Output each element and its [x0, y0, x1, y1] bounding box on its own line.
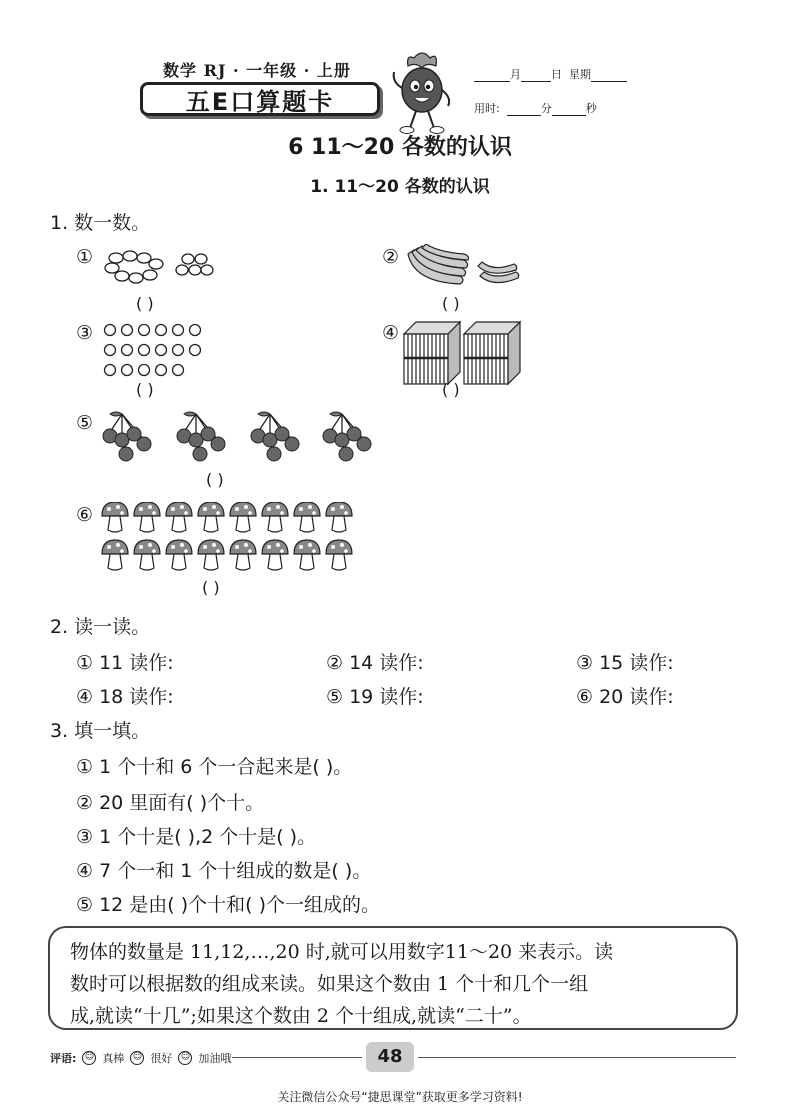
tip-box — [48, 926, 738, 1030]
weekday-blank[interactable] — [591, 81, 627, 82]
item-number: ⑥ — [76, 504, 94, 526]
answer-paren-4[interactable]: ( ) — [442, 380, 460, 399]
item-number: ③ — [76, 322, 94, 344]
second-blank[interactable] — [552, 115, 586, 116]
read-item-15: ③ 15 读作: — [576, 652, 674, 674]
read-item-20: ⑥ 20 读作: — [576, 686, 674, 708]
circles-figure — [102, 320, 212, 380]
subject-label: 数学 RJ · 一年级 · 上册 — [163, 61, 351, 80]
good-face-icon[interactable]: ☺ — [130, 1051, 144, 1065]
fill-item-4: ④ 7 个一和 1 个十组成的数是( )。 — [76, 860, 372, 882]
eval-label: 评语: — [50, 1052, 77, 1065]
answer-paren-1[interactable]: ( ) — [136, 294, 154, 313]
minute-label: 分 — [540, 102, 552, 115]
bananas-figure — [404, 244, 524, 288]
fill-item-2: ② 20 里面有( )个十。 — [76, 792, 265, 814]
day-label: 日 — [551, 68, 562, 81]
cheer-face-icon[interactable]: ☺ — [178, 1051, 192, 1065]
fill-item-1: ① 1 个十和 6 个一合起来是( )。 — [76, 756, 353, 778]
month-label: 月 — [510, 68, 521, 81]
card-title: 五E口算题卡 — [140, 82, 380, 116]
rings-figure — [104, 250, 224, 286]
item-number: ⑤ — [76, 412, 94, 434]
mushrooms-figure — [100, 502, 362, 574]
weekday-label: 星期 — [569, 68, 591, 81]
stick-bundles-figure — [402, 320, 526, 386]
tip-line: 成,就读“十几”;如果这个数由 2 个十组成,就读“二十”。 — [70, 1005, 532, 1027]
item-number: ② — [382, 246, 400, 268]
date-fields — [474, 66, 627, 82]
cherries-figure — [100, 410, 386, 466]
answer-paren-3[interactable]: ( ) — [136, 380, 154, 399]
answer-paren-2[interactable]: ( ) — [442, 294, 460, 313]
answer-paren-5[interactable]: ( ) — [206, 470, 224, 489]
section2-heading: 2. 读一读。 — [50, 616, 151, 638]
item-number: ④ — [382, 322, 400, 344]
second-label: 秒 — [585, 102, 597, 115]
footer-divider — [418, 1057, 736, 1058]
tip-line: 物体的数量是 11,12,…,20 时,就可以用数字11～20 来表示。读 — [70, 941, 614, 963]
page-number: 48 — [366, 1042, 414, 1072]
evaluation-row — [50, 1050, 231, 1066]
fill-item-5: ⑤ 12 是由( )个十和( )个一组成的。 — [76, 894, 381, 916]
eval-option-good: 很好 — [150, 1052, 173, 1065]
time-label: 用时: — [474, 102, 500, 115]
eval-option-cheer: 加油哦 — [198, 1052, 232, 1065]
item-number: ① — [76, 246, 94, 268]
read-item-11: ① 11 读作: — [76, 652, 174, 674]
read-item-14: ② 14 读作: — [326, 652, 424, 674]
read-item-19: ⑤ 19 读作: — [326, 686, 424, 708]
footer-divider — [232, 1057, 362, 1058]
fill-item-3: ③ 1 个十是( ),2 个十是( )。 — [76, 826, 317, 848]
great-face-icon[interactable]: ☺ — [82, 1051, 96, 1065]
tip-line: 数时可以根据数的组成来读。如果这个数由 1 个十和几个一组 — [70, 973, 589, 995]
section1-heading: 1. 数一数。 — [50, 212, 151, 234]
answer-paren-6[interactable]: ( ) — [202, 578, 220, 597]
lesson-title: 6 11～20 各数的认识 — [288, 135, 512, 160]
section3-heading: 3. 填一填。 — [50, 720, 151, 742]
day-blank[interactable] — [521, 81, 551, 82]
month-blank[interactable] — [474, 81, 510, 82]
watermark-text: 关注微信公众号“捷思课堂”获取更多学习资料! — [277, 1090, 523, 1104]
minute-blank[interactable] — [507, 115, 541, 116]
read-item-18: ④ 18 读作: — [76, 686, 174, 708]
time-fields — [474, 100, 597, 116]
lesson-subtitle: 1. 11～20 各数的认识 — [310, 177, 490, 197]
eval-option-great: 真棒 — [102, 1052, 125, 1065]
mascot-icon — [386, 48, 458, 136]
